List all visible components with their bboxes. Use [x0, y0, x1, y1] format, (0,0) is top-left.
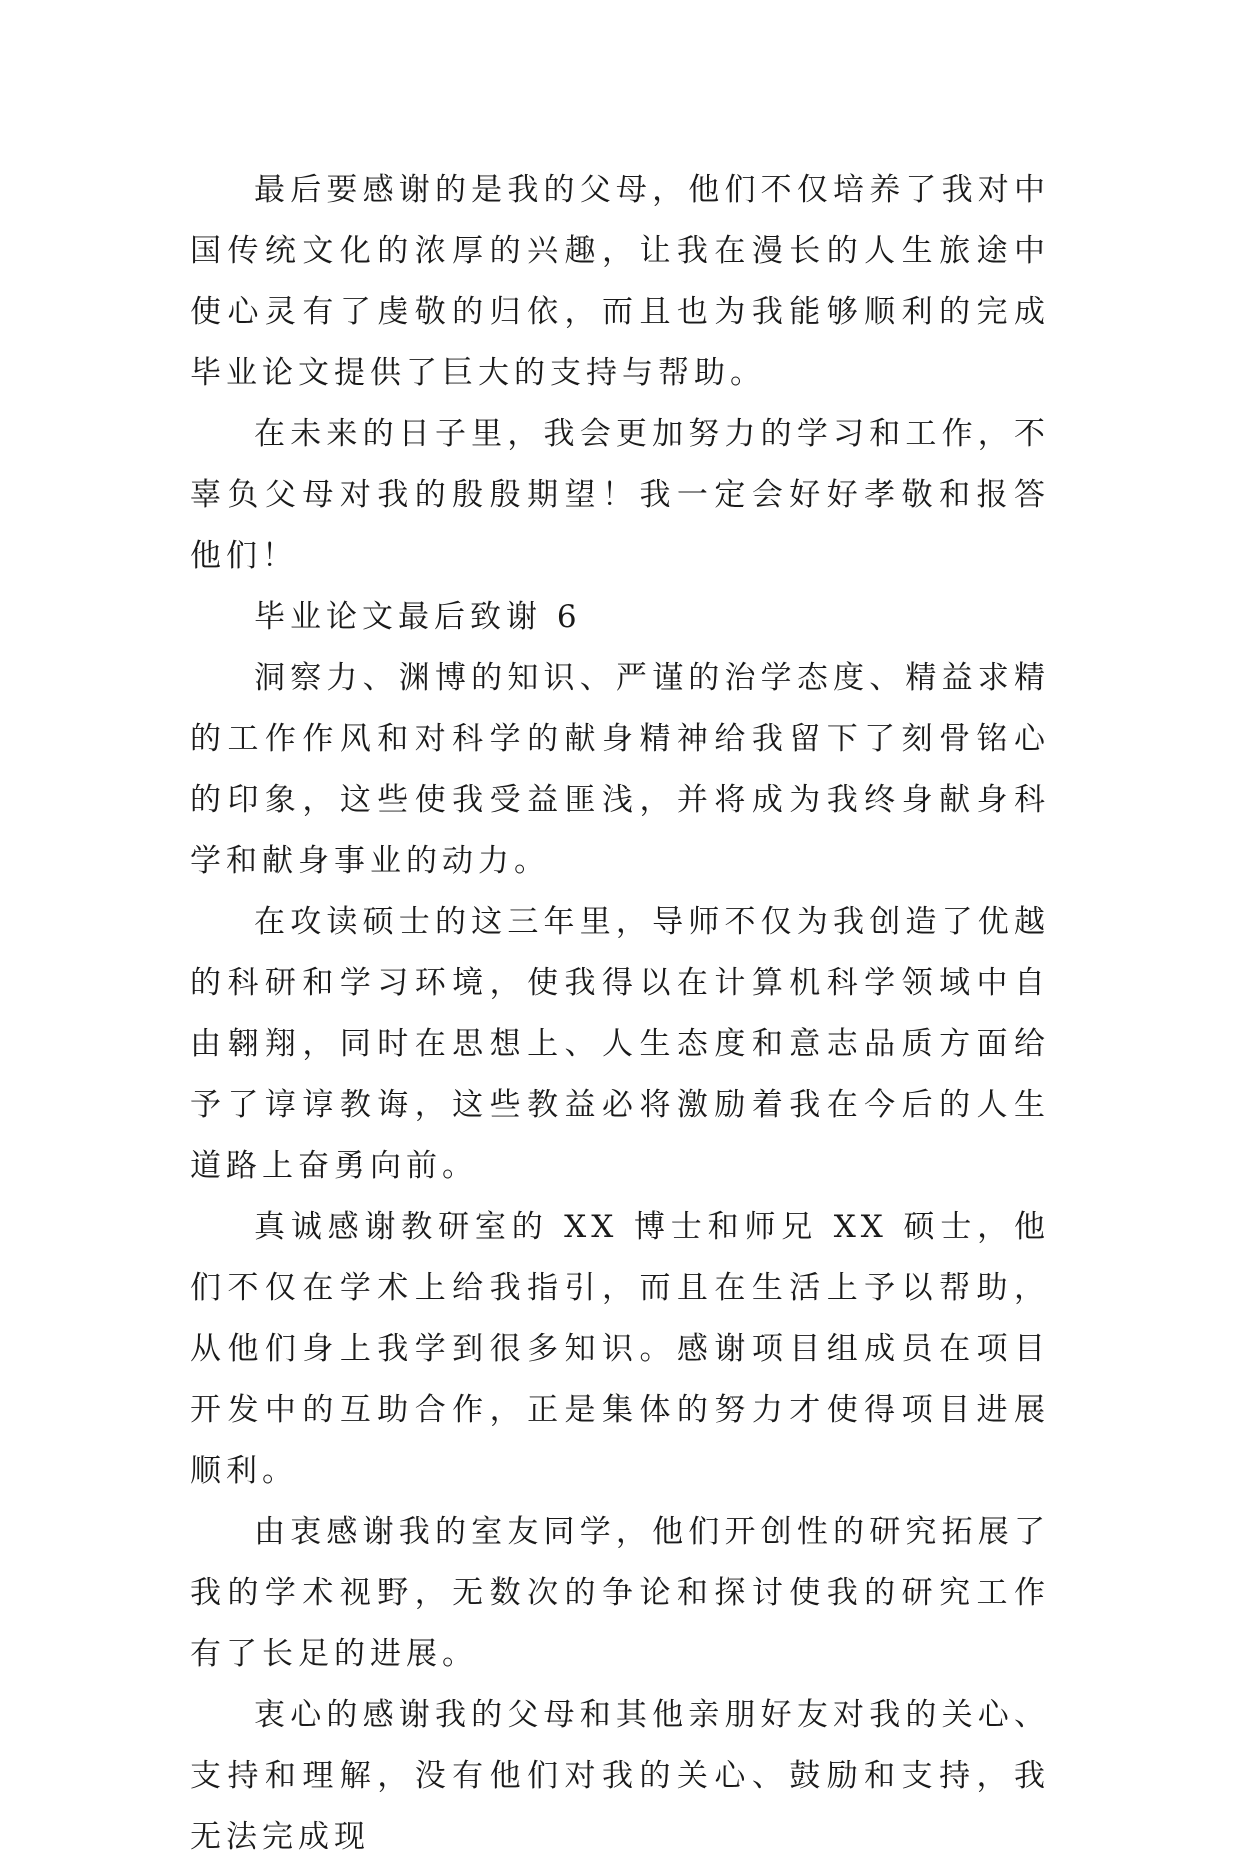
paragraph-lab-thanks: 真诚感谢教研室的 XX 博士和师兄 XX 硕士，他们不仅在学术上给我指引，而且在生活上予以帮助，从他们身上我学到很多知识。感谢项目组成员在项目开发中的互助合作，正是集体的努力才使得项目进展顺利。	[190, 1209, 1050, 1489]
paragraph-advisor: 在攻读硕士的这三年里，导师不仅为我创造了优越的科研和学习环境，使我得以在计算机科学领域中自由翱翔，同时在思想上、人生态度和意志品质方面给予了谆谆教诲，这些教益必将激励着我在今后的人生道路上奋勇向前。	[190, 904, 1050, 1184]
paragraph-roommates: 由衷感谢我的室友同学，他们开创性的研究拓展了我的学术视野，无数次的争论和探讨使我的研究工作有了长足的进展。	[190, 1514, 1050, 1672]
paragraph-insight: 洞察力、渊博的知识、严谨的治学态度、精益求精的工作作风和对科学的献身精神给我留下了刻骨铭心的印象，这些使我受益匪浅，并将成为我终身献身科学和献身事业的动力。	[190, 660, 1050, 879]
document-body	[190, 160, 1050, 1868]
paragraph-future-promise: 在未来的日子里，我会更加努力的学习和工作，不辜负父母对我的殷殷期望！我一定会好好孝敬和报答他们！	[190, 416, 1050, 574]
section-heading: 毕业论文最后致谢 6	[254, 599, 582, 635]
paragraph-family: 衷心的感谢我的父母和其他亲朋好友对我的关心、支持和理解，没有他们对我的关心、鼓励和支持，我无法完成现	[190, 1697, 1050, 1855]
paragraph-parents-thanks: 最后要感谢的是我的父母，他们不仅培养了我对中国传统文化的浓厚的兴趣，让我在漫长的人生旅途中使心灵有了虔敬的归依，而且也为我能够顺利的完成毕业论文提供了巨大的支持与帮助。	[190, 172, 1050, 391]
